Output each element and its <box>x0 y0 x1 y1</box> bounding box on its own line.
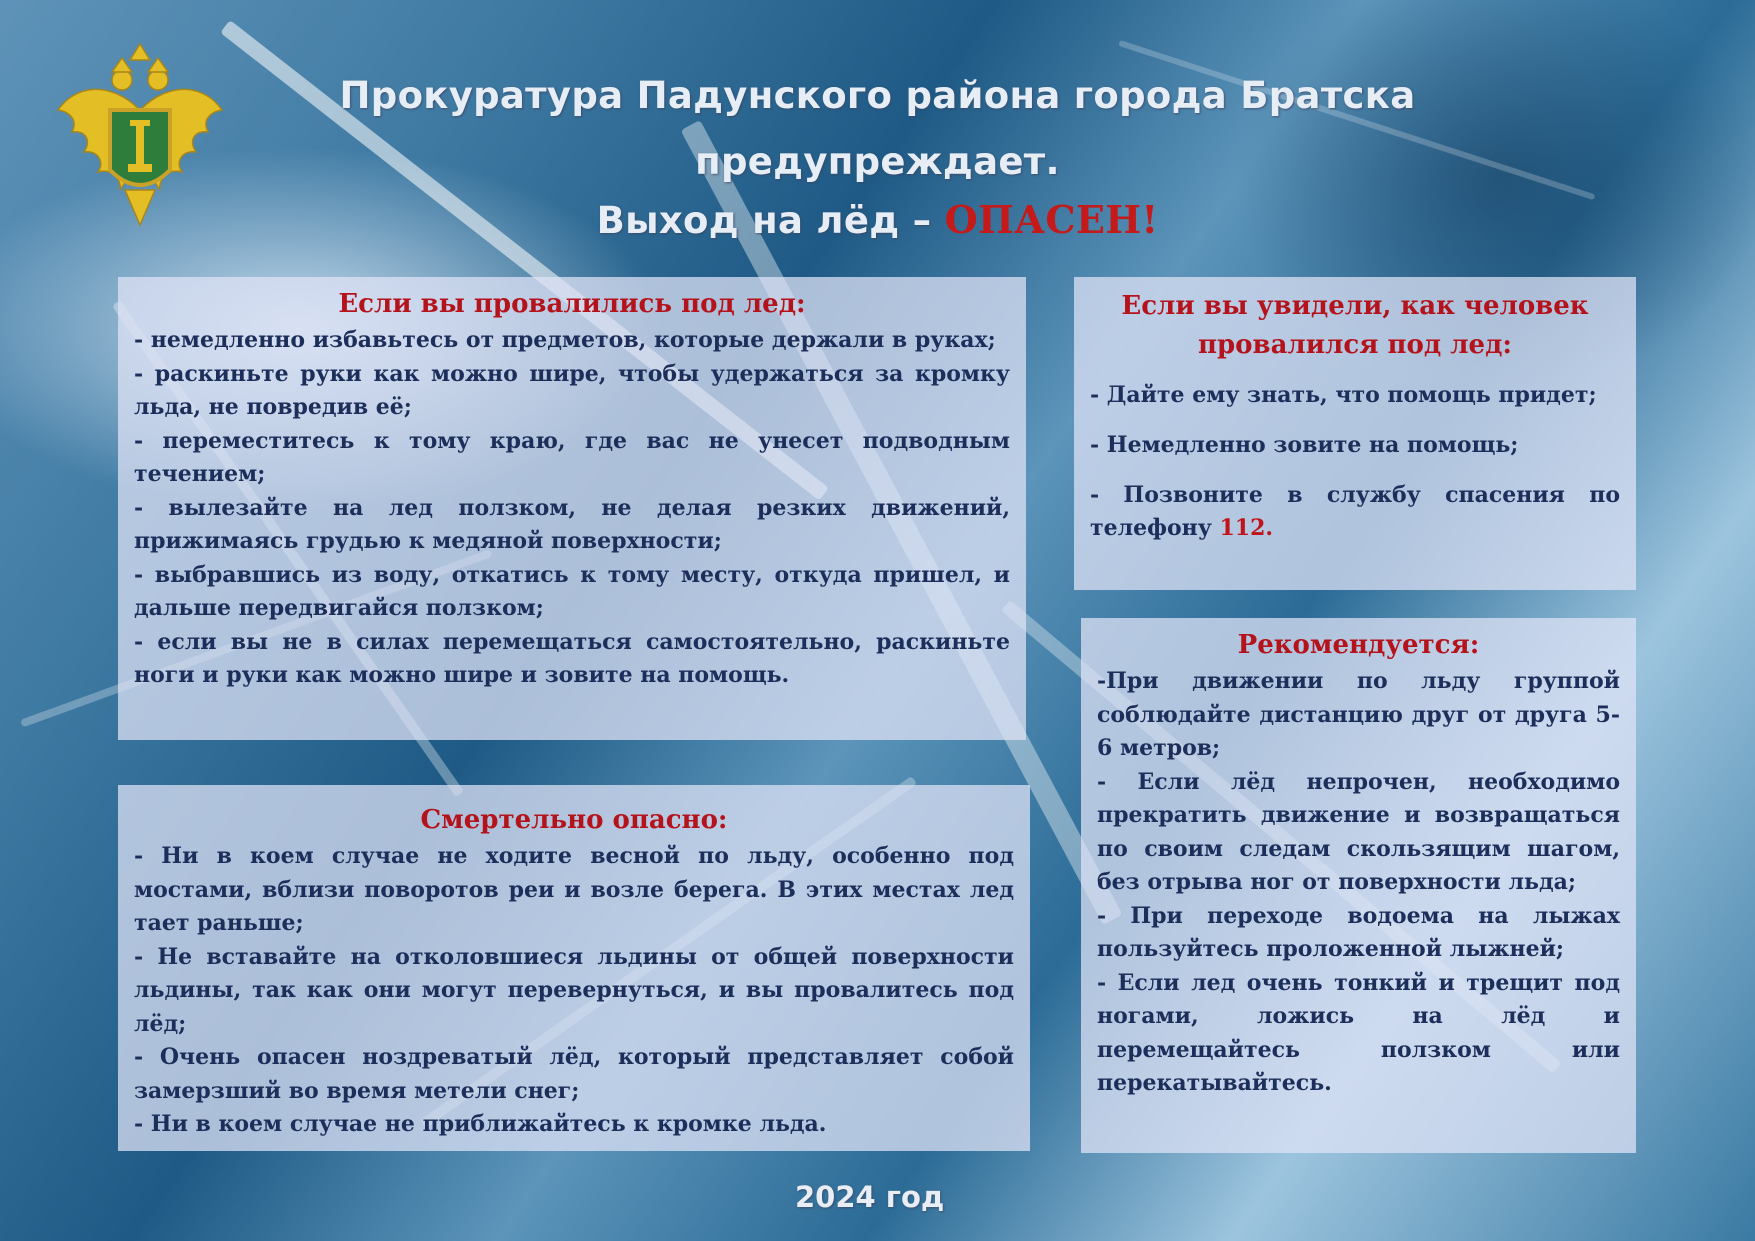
header-title-prefix: Выход на лёд – <box>596 199 945 242</box>
list-item: - Ни в коем случае не приближайтесь к кромке льда. <box>134 1111 827 1137</box>
header-title-line-1: Прокуратура Падунского района города Братска <box>339 74 1416 117</box>
panel-heading: Если вы увидели, как человек провалился под лед: <box>1121 291 1589 360</box>
list-item: -При движении по льду группой соблюдайте дистанцию друг от друга 5-6 метров; <box>1097 668 1620 761</box>
danger-warning: ОПАСЕН! <box>944 197 1159 242</box>
panel-heading: Смертельно опасно: <box>420 805 728 835</box>
header-title-line-2: предупреждает. <box>695 140 1060 183</box>
list-item: - немедленно избавьтесь от предметов, которые держали в руках; <box>134 327 996 353</box>
deadly-dangerous-panel <box>118 785 1030 1151</box>
header-title-line-3 <box>0 197 1755 242</box>
list-item: - выбравшись из воду, откатись к тому месту, откуда пришел, и дальше передвигайся ползком; <box>134 561 1010 621</box>
list-item <box>1090 479 1620 545</box>
fell-through-panel <box>118 277 1026 740</box>
call-rescue-text: - Позвоните в службу спасения по телефону <box>1090 482 1620 541</box>
list-item: - Если лёд непрочен, необходимо прекратить движение и возвращаться по своим следам скользящим шагом, без отрыва ног от поверхности льда; <box>1097 768 1620 895</box>
list-item: - Ни в коем случае не ходите весной по льду, особенно под мостами, вблизи поворотов реи и возле берега. В этих местах лед тает раньше; <box>134 843 1014 936</box>
list-item: - Дайте ему знать, что помощь придет; <box>1090 382 1597 408</box>
recommended-panel <box>1081 618 1636 1153</box>
list-item: - Если лед очень тонкий и трещит под ногами, ложись на лёд и перемещайтесь ползком или перекатывайтесь. <box>1097 969 1620 1096</box>
list-item: - переместитесь к тому краю, где вас не унесет подводным течением; <box>134 427 1010 487</box>
list-item: - вылезайте на лед ползком, не делая резких движений, прижимаясь грудью к медяной поверхности; <box>134 494 1010 554</box>
list-item: - Немедленно зовите на помощь; <box>1090 432 1519 458</box>
list-item: - раскиньте руки как можно шире, чтобы удержаться за кромку льда, не повредив её; <box>134 360 1010 420</box>
panel-heading: Если вы провалились под лед: <box>338 289 806 319</box>
list-item: - Не вставайте на отколовшиеся льдины от общей поверхности льдины, так как они могут перевернуться, и вы провалитесь под лёд; <box>134 943 1014 1037</box>
panel-heading: Рекомендуется: <box>1237 630 1480 660</box>
list-item: - При переходе водоема на лыжах пользуйтесь проложенной лыжней; <box>1097 902 1620 962</box>
emergency-phone-number: 112. <box>1219 515 1274 541</box>
saw-person-panel <box>1074 277 1636 590</box>
list-item: - если вы не в силах перемещаться самостоятельно, раскиньте ноги и руки как можно шире и зовите на помощь. <box>134 628 1010 688</box>
footer-year: 2024 год <box>795 1180 945 1214</box>
list-item: - Очень опасен ноздреватый лёд, который представляет собой замерзший во время метели снег; <box>134 1044 1014 1104</box>
